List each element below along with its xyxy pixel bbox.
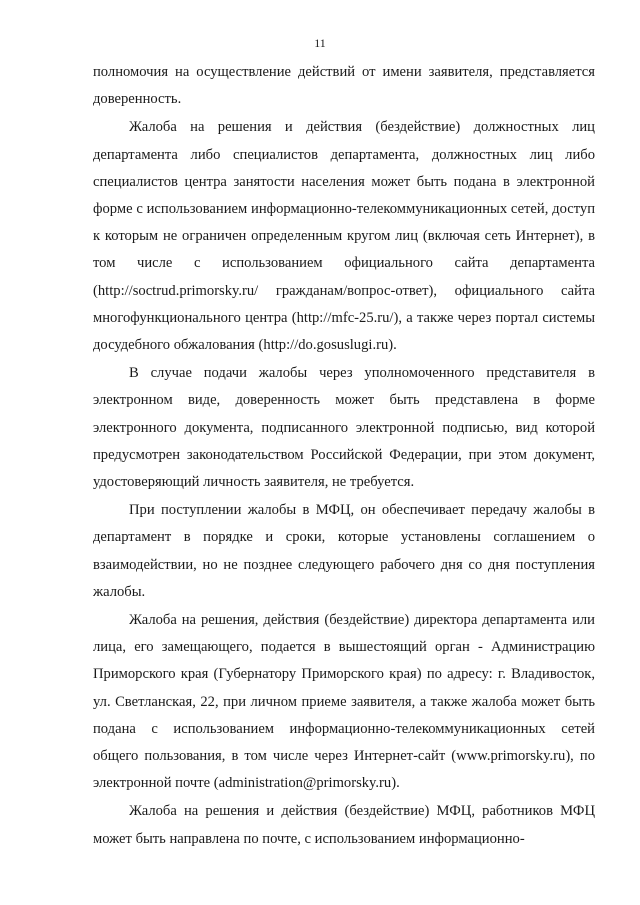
paragraph-continuation: полномочия на осуществление действий от имени заявителя, представляется доверенность. — [93, 64, 595, 108]
page-number: 11 — [314, 36, 326, 50]
paragraph-mfc-complaint: Жалоба на решения и действия (бездействие) МФЦ, работников МФЦ может быть направлена по почте, с использованием информационно- — [93, 803, 595, 847]
paragraph-representative: В случае подачи жалобы через уполномоченного представителя в электронном виде, доверенность может быть представлена в форме электронного документа, подписанного электронной подписью, вид которой предусмотрен законодательством Российской Федерации, при этом документ, удостоверяющий личность заявителя, не требуется. — [93, 365, 595, 491]
paragraph-director-complaint: Жалоба на решения, действия (бездействие) директора департамента или лица, его замещающего, подается в вышестоящий орган - Администрацию Приморского края (Губернатору Приморского края) по адресу: г. Владивосток, ул. Светланская, 22, при личном приеме заявителя, а также жалоба может быть подана с использованием информационно-телекоммуникационных сетей общего пользования, в том числе через Интернет-сайт (www.primorsky.ru), по электронной почте (administration@primorsky.ru). — [93, 612, 595, 792]
body-text — [93, 59, 595, 853]
paragraph-electronic-complaint: Жалоба на решения и действия (бездействие) должностных лиц департамента либо специалистов департамента, должностных лиц либо специалистов центра занятости населения может быть подана в электронной форме с использованием информационно-телекоммуникационных сетей, доступ к которым не ограничен определенным кругом лиц (включая сеть Интернет), в том числе с использованием официального сайта департамента (http://soctrud.primorsky.ru/ гражданам/вопрос-ответ), официального сайта многофункционального центра (http://mfc-25.ru/), а также через портал системы досудебного обжалования (http://do.gosuslugi.ru). — [93, 119, 595, 354]
paragraph-mfc-receipt: При поступлении жалобы в МФЦ, он обеспечивает передачу жалобы в департамент в порядке и сроки, которые установлены соглашением о взаимодействии, но не позднее следующего рабочего дня со дня поступления жалобы. — [93, 502, 595, 600]
